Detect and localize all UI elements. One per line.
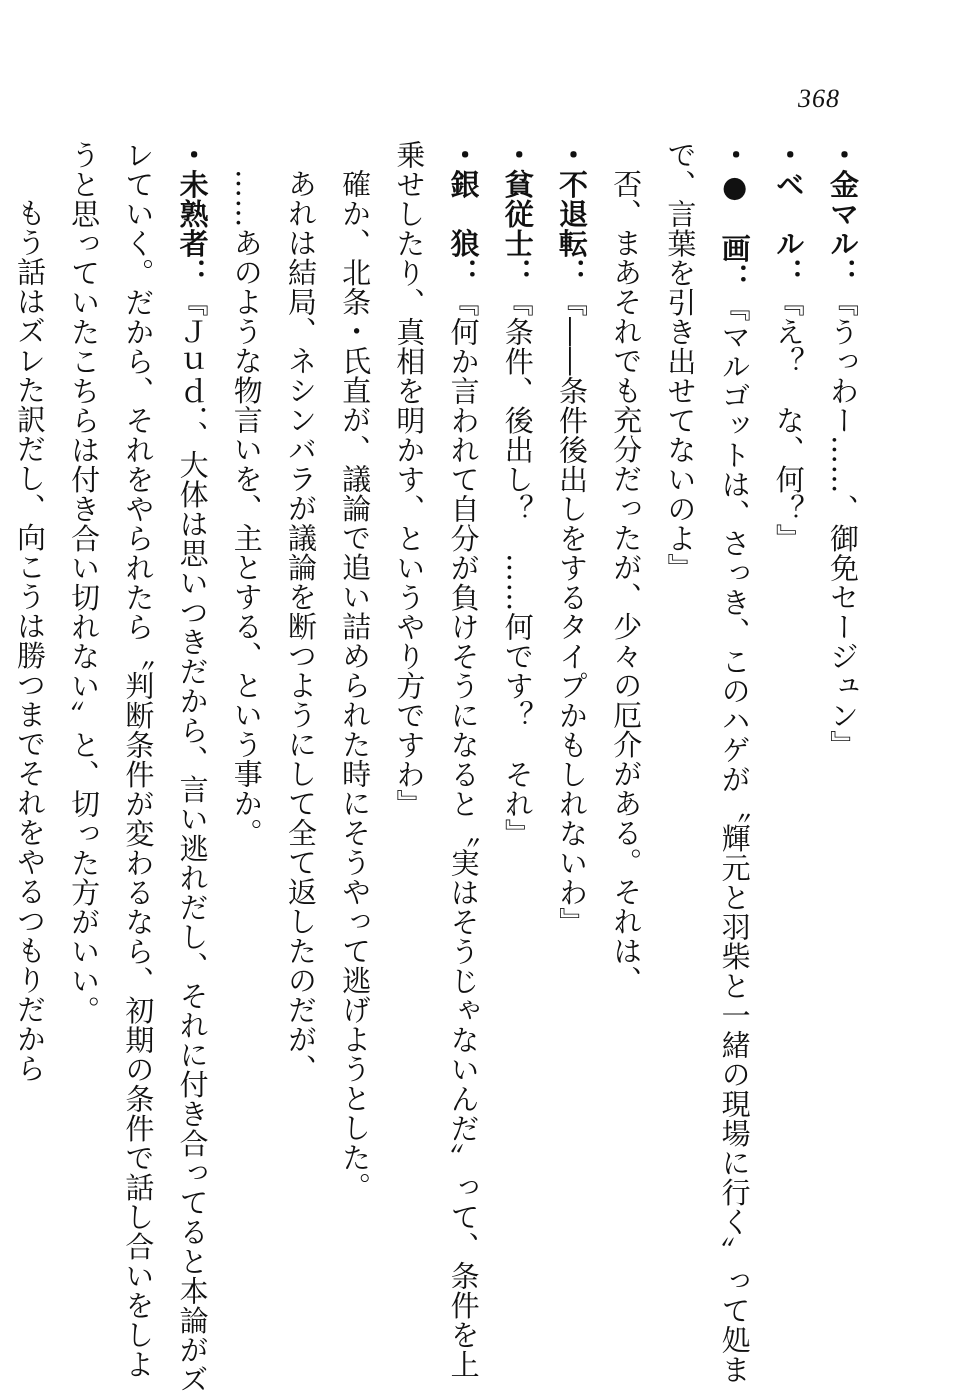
- line-text: 『条件、後出し？ ……何です？ それ』: [501, 288, 535, 849]
- line-text: 『何か言われて自分が負けそうになると〝実はそうじゃないんだ〟って、条件を上: [447, 288, 481, 1380]
- speaker-label: ・貧従士：: [501, 140, 535, 288]
- line-text: 『え？ な、何？』: [772, 288, 806, 554]
- line-text: 否、まあそれでも充分だったが、少々の厄介がある。それは、: [609, 169, 643, 995]
- line-text: 『マルゴットは、さっき、このハゲが〝輝元と羽柴と一緒の現場に行く〟って処ま: [718, 293, 752, 1385]
- text-line: [220, 140, 274, 1270]
- speaker-label: ・不退転：: [555, 140, 589, 288]
- line-text: あれは結局、ネシンバラが議論を断つようにして全て返したのだが、: [284, 169, 318, 1084]
- line-text: もう話はズレた訳だし、向こうは勝つまでそれをやるつもりだから: [13, 198, 47, 1083]
- line-text: 乗せしたり、真相を明かす、というやり方ですわ』: [392, 140, 426, 819]
- text-line: [111, 140, 165, 1270]
- speaker-label: ・ベ ル：: [772, 140, 806, 288]
- line-text: ……あのような物言いを、主とする、という事か。: [230, 169, 264, 848]
- line-text: 『――条件後出しをするタイプかもしれないわ』: [555, 288, 589, 937]
- novel-text-block: [70, 140, 870, 1270]
- line-text: うと思っていたこちらは付き合い切れない〟と、切った方がいい。: [67, 140, 101, 1025]
- text-line: [491, 140, 545, 1270]
- line-text: 確か、北条・氏直が、議論で追い詰められた時にそうやって逃げようとした。: [338, 169, 372, 1202]
- text-line: [707, 140, 761, 1270]
- text-line: [762, 140, 816, 1270]
- text-line: [653, 140, 707, 1270]
- text-line: [599, 140, 653, 1270]
- text-line: [0, 140, 3, 1270]
- text-line: [816, 140, 870, 1270]
- speaker-label: ・未熟者：: [176, 140, 210, 288]
- text-line: [57, 140, 111, 1270]
- line-text: 『Ｊｕｄ．、大体は思いつきだから、言い逃れだし、それに付き合ってると本論がズ: [176, 288, 210, 1394]
- speaker-label: ・金マル：: [826, 140, 860, 288]
- text-line: [328, 140, 382, 1270]
- text-line: [545, 140, 599, 1270]
- speaker-label: ・銀 狼：: [447, 140, 481, 288]
- line-text: で、言葉を引き出せてないのよ』: [663, 140, 697, 583]
- page-number: 368: [798, 84, 840, 114]
- line-text: 『うっわー……、御免セージュン』: [826, 288, 860, 760]
- line-text: レていく。だから、それをやられたら〝判断条件が変わるなら、初期の条件で話し合いをしよ: [121, 140, 155, 1379]
- speaker-label: ・● 画：: [718, 140, 752, 293]
- text-line: [436, 140, 490, 1270]
- text-line: [382, 140, 436, 1270]
- text-line: [3, 140, 57, 1270]
- text-line: [165, 140, 219, 1270]
- text-line: [274, 140, 328, 1270]
